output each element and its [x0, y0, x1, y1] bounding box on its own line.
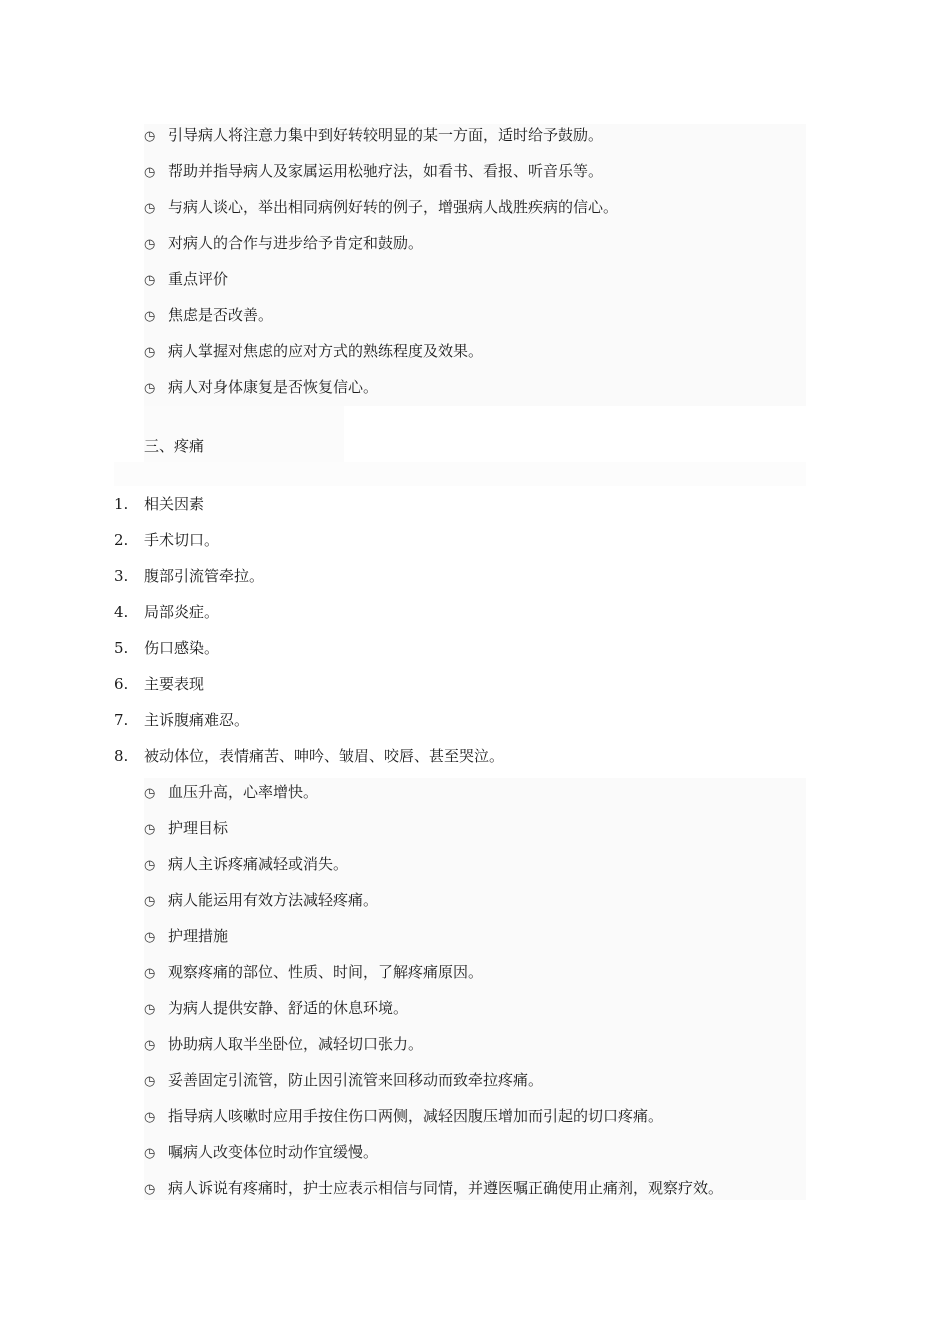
list-item	[144, 961, 483, 983]
clock-bullet-icon: ◷	[144, 858, 156, 873]
shaded-block-bottom	[144, 778, 806, 1200]
list-item-text: 嘱病人改变体位时动作宜缓慢。	[168, 1143, 379, 1161]
item-text: 局部炎症。	[144, 603, 220, 621]
list-item	[144, 304, 273, 326]
clock-bullet-icon: ◷	[144, 1074, 156, 1089]
list-item-text: 与病人谈心，举出相同病例好转的例子，增强病人战胜疾病的信心。	[168, 198, 619, 216]
item-text: 相关因素	[144, 495, 205, 513]
list-item-text: 指导病人咳嗽时应用手按住伤口两侧，减轻因腹压增加而引起的切口疼痛。	[168, 1107, 664, 1125]
list-item	[144, 232, 423, 254]
clock-bullet-icon: ◷	[144, 1182, 156, 1197]
list-item	[144, 853, 348, 875]
clock-bullet-icon: ◷	[144, 345, 156, 360]
list-item	[144, 889, 378, 911]
clock-bullet-icon: ◷	[144, 273, 156, 288]
list-item	[144, 160, 603, 182]
list-item	[144, 268, 228, 290]
shaded-block-gap	[114, 462, 806, 486]
numbered-item	[114, 745, 504, 767]
list-item	[144, 925, 228, 947]
numbered-item	[114, 601, 219, 623]
item-number: 8.	[114, 747, 129, 765]
numbered-item	[114, 637, 219, 659]
clock-bullet-icon: ◷	[144, 930, 156, 945]
list-item-text: 观察疼痛的部位、性质、时间，了解疼痛原因。	[168, 963, 484, 981]
list-item-text: 帮助并指导病人及家属运用松驰疗法，如看书、看报、听音乐等。	[168, 162, 604, 180]
item-number: 6.	[114, 675, 129, 693]
numbered-item	[114, 673, 204, 695]
list-item-text: 病人对身体康复是否恢复信心。	[168, 378, 379, 396]
list-item	[144, 1177, 723, 1199]
list-item	[144, 817, 228, 839]
list-item	[144, 376, 378, 398]
clock-bullet-icon: ◷	[144, 237, 156, 252]
item-number: 1.	[114, 495, 129, 513]
clock-bullet-icon: ◷	[144, 129, 156, 144]
item-number: 5.	[114, 639, 129, 657]
numbered-item	[114, 709, 249, 731]
item-text: 主诉腹痛难忍。	[144, 711, 250, 729]
list-item-text: 妥善固定引流管，防止因引流管来回移动而致牵拉疼痛。	[168, 1071, 544, 1089]
list-item-text: 护理措施	[168, 927, 229, 945]
list-item	[144, 1105, 663, 1127]
clock-bullet-icon: ◷	[144, 894, 156, 909]
clock-bullet-icon: ◷	[144, 786, 156, 801]
list-item-text: 协助病人取半坐卧位，减轻切口张力。	[168, 1035, 424, 1053]
list-item-text: 病人掌握对焦虑的应对方式的熟练程度及效果。	[168, 342, 484, 360]
item-text: 被动体位，表情痛苦、呻吟、皱眉、咬唇、甚至哭泣。	[144, 747, 505, 765]
list-item-text: 焦虑是否改善。	[168, 306, 274, 324]
list-item	[144, 124, 603, 146]
item-text: 腹部引流管牵拉。	[144, 567, 265, 585]
item-number: 3.	[114, 567, 129, 585]
list-item-text: 护理目标	[168, 819, 229, 837]
item-number: 7.	[114, 711, 129, 729]
clock-bullet-icon: ◷	[144, 309, 156, 324]
numbered-item	[114, 565, 264, 587]
clock-bullet-icon: ◷	[144, 1110, 156, 1125]
item-text: 伤口感染。	[144, 639, 220, 657]
numbered-item	[114, 493, 204, 515]
list-item-text: 病人主诉疼痛减轻或消失。	[168, 855, 349, 873]
list-item-text: 为病人提供安静、舒适的休息环境。	[168, 999, 409, 1017]
list-item	[144, 340, 483, 362]
list-item	[144, 1033, 423, 1055]
item-number: 4.	[114, 603, 129, 621]
list-item	[144, 1069, 543, 1091]
list-item-text: 病人诉说有疼痛时，护士应表示相信与同情，并遵医嘱正确使用止痛剂，观察疗效。	[168, 1179, 724, 1197]
clock-bullet-icon: ◷	[144, 201, 156, 216]
list-item	[144, 997, 408, 1019]
clock-bullet-icon: ◷	[144, 165, 156, 180]
clock-bullet-icon: ◷	[144, 381, 156, 396]
list-item	[144, 196, 618, 218]
numbered-item	[114, 529, 219, 551]
item-text: 主要表现	[144, 675, 205, 693]
list-item-text: 对病人的合作与进步给予肯定和鼓励。	[168, 234, 424, 252]
list-item-text: 血压升高，心率增快。	[168, 783, 319, 801]
clock-bullet-icon: ◷	[144, 1146, 156, 1161]
list-item-text: 病人能运用有效方法减轻疼痛。	[168, 891, 379, 909]
clock-bullet-icon: ◷	[144, 1038, 156, 1053]
list-item	[144, 781, 318, 803]
list-item	[144, 1141, 378, 1163]
clock-bullet-icon: ◷	[144, 1002, 156, 1017]
section-heading: 三、疼痛	[144, 437, 205, 455]
clock-bullet-icon: ◷	[144, 966, 156, 981]
item-number: 2.	[114, 531, 129, 549]
list-item-text: 重点评价	[168, 270, 229, 288]
list-item-text: 引导病人将注意力集中到好转较明显的某一方面，适时给予鼓励。	[168, 126, 604, 144]
clock-bullet-icon: ◷	[144, 822, 156, 837]
item-text: 手术切口。	[144, 531, 220, 549]
